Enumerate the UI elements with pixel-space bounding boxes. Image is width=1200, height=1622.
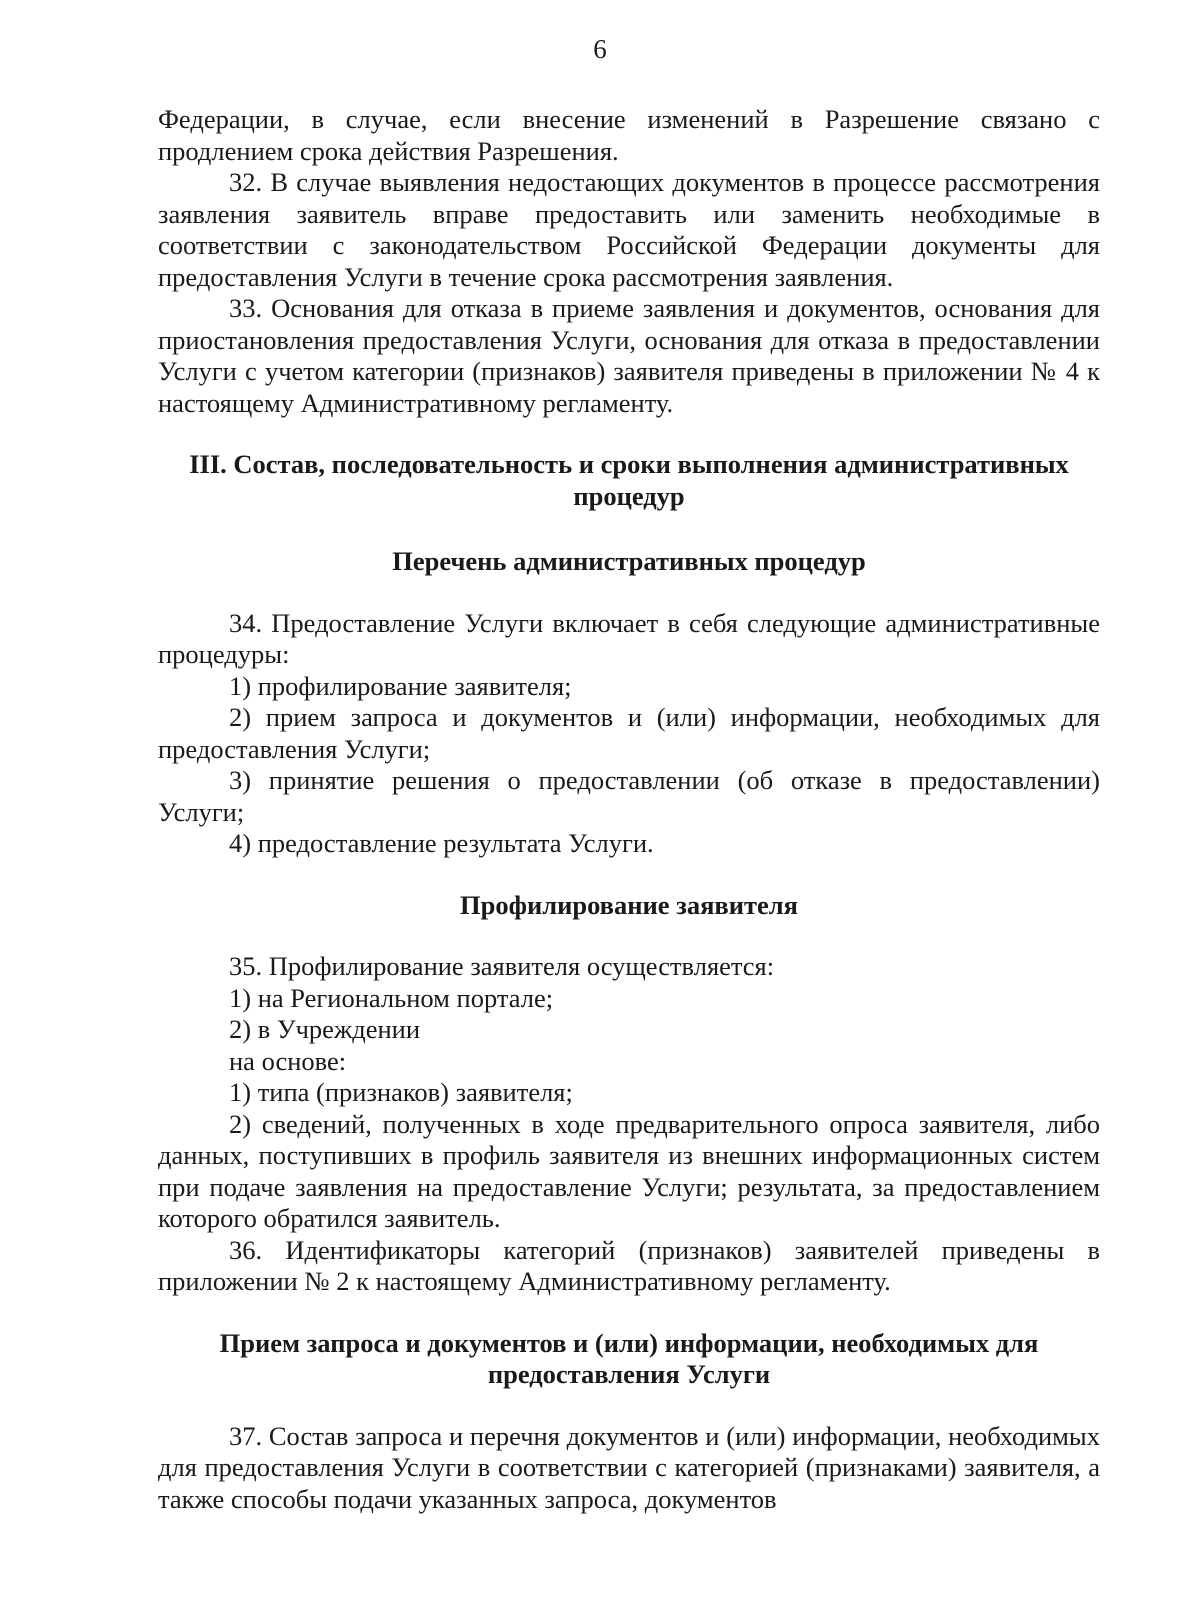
subheading-procedures-list: Перечень административных процедур bbox=[392, 546, 866, 576]
list-item: 4) предоставление результата Услуги. bbox=[229, 828, 654, 858]
document-body bbox=[158, 104, 1100, 1515]
list-item: 1) профилирование заявителя; bbox=[229, 670, 572, 701]
paragraph-35: 35. Профилирование заявителя осуществляется: bbox=[229, 951, 775, 981]
list-item: на основе: bbox=[229, 1045, 347, 1076]
subheading-profiling: Профилирование заявителя bbox=[460, 889, 798, 920]
paragraph-continuation: Федерации, в случае, если внесение изменений в Разрешение связано с продлением срока действия Разрешения. bbox=[158, 104, 1100, 166]
paragraph-37: 37. Состав запроса и перечня документов и (или) информации, необходимых для предоставления Услуги в соответствии с категорией (признаками) заявителя, а также способы подачи указанных запроса, документов bbox=[158, 1420, 1100, 1514]
subheading-request-reception: Прием запроса и документов и (или) информации, необходимых для предоставления Услуги bbox=[219, 1327, 1039, 1389]
paragraph-33: 33. Основания для отказа в приеме заявления и документов, основания для приостановления предоставления Услуги, основания для отказа в предоставлении Услуги с учетом категории (признаков) заявителя приведены в приложении № 4 к настоящему Административному регламенту. bbox=[158, 293, 1100, 418]
paragraph-36: 36. Идентификаторы категорий (признаков) заявителей приведены в приложении № 2 к настоящему Административному регламенту. bbox=[158, 1234, 1100, 1296]
list-item: 1) на Региональном портале; bbox=[229, 982, 554, 1013]
list-item: 1) типа (признаков) заявителя; bbox=[229, 1077, 573, 1107]
list-item: 2) прием запроса и документов и (или) информации, необходимых для предоставления Услуги; bbox=[158, 702, 1100, 764]
list-item: 2) сведений, полученных в ходе предварительного опроса заявителя, либо данных, поступивших в профиль заявителя из внешних информационных систем при подаче заявления на предоставление Услуги; результата, за предоставлением которого обратился заявитель. bbox=[158, 1108, 1100, 1233]
page-number: 6 bbox=[593, 34, 607, 64]
paragraph-32: 32. В случае выявления недостающих документов в процессе рассмотрения заявления заявитель вправе предоставить или заменить необходимые в соответствии с законодательством Российской Федерации документы для предоставления Услуги в течение срока рассмотрения заявления. bbox=[158, 167, 1100, 292]
list-item: 3) принятие решения о предоставлении (об отказе в предоставлении) Услуги; bbox=[158, 765, 1100, 827]
section-heading-3: III. Состав, последовательность и сроки выполнения административных процедур bbox=[189, 449, 1069, 511]
paragraph-34: 34. Предоставление Услуги включает в себя следующие административные процедуры: bbox=[158, 607, 1100, 669]
list-item: 2) в Учреждении bbox=[229, 1014, 421, 1044]
